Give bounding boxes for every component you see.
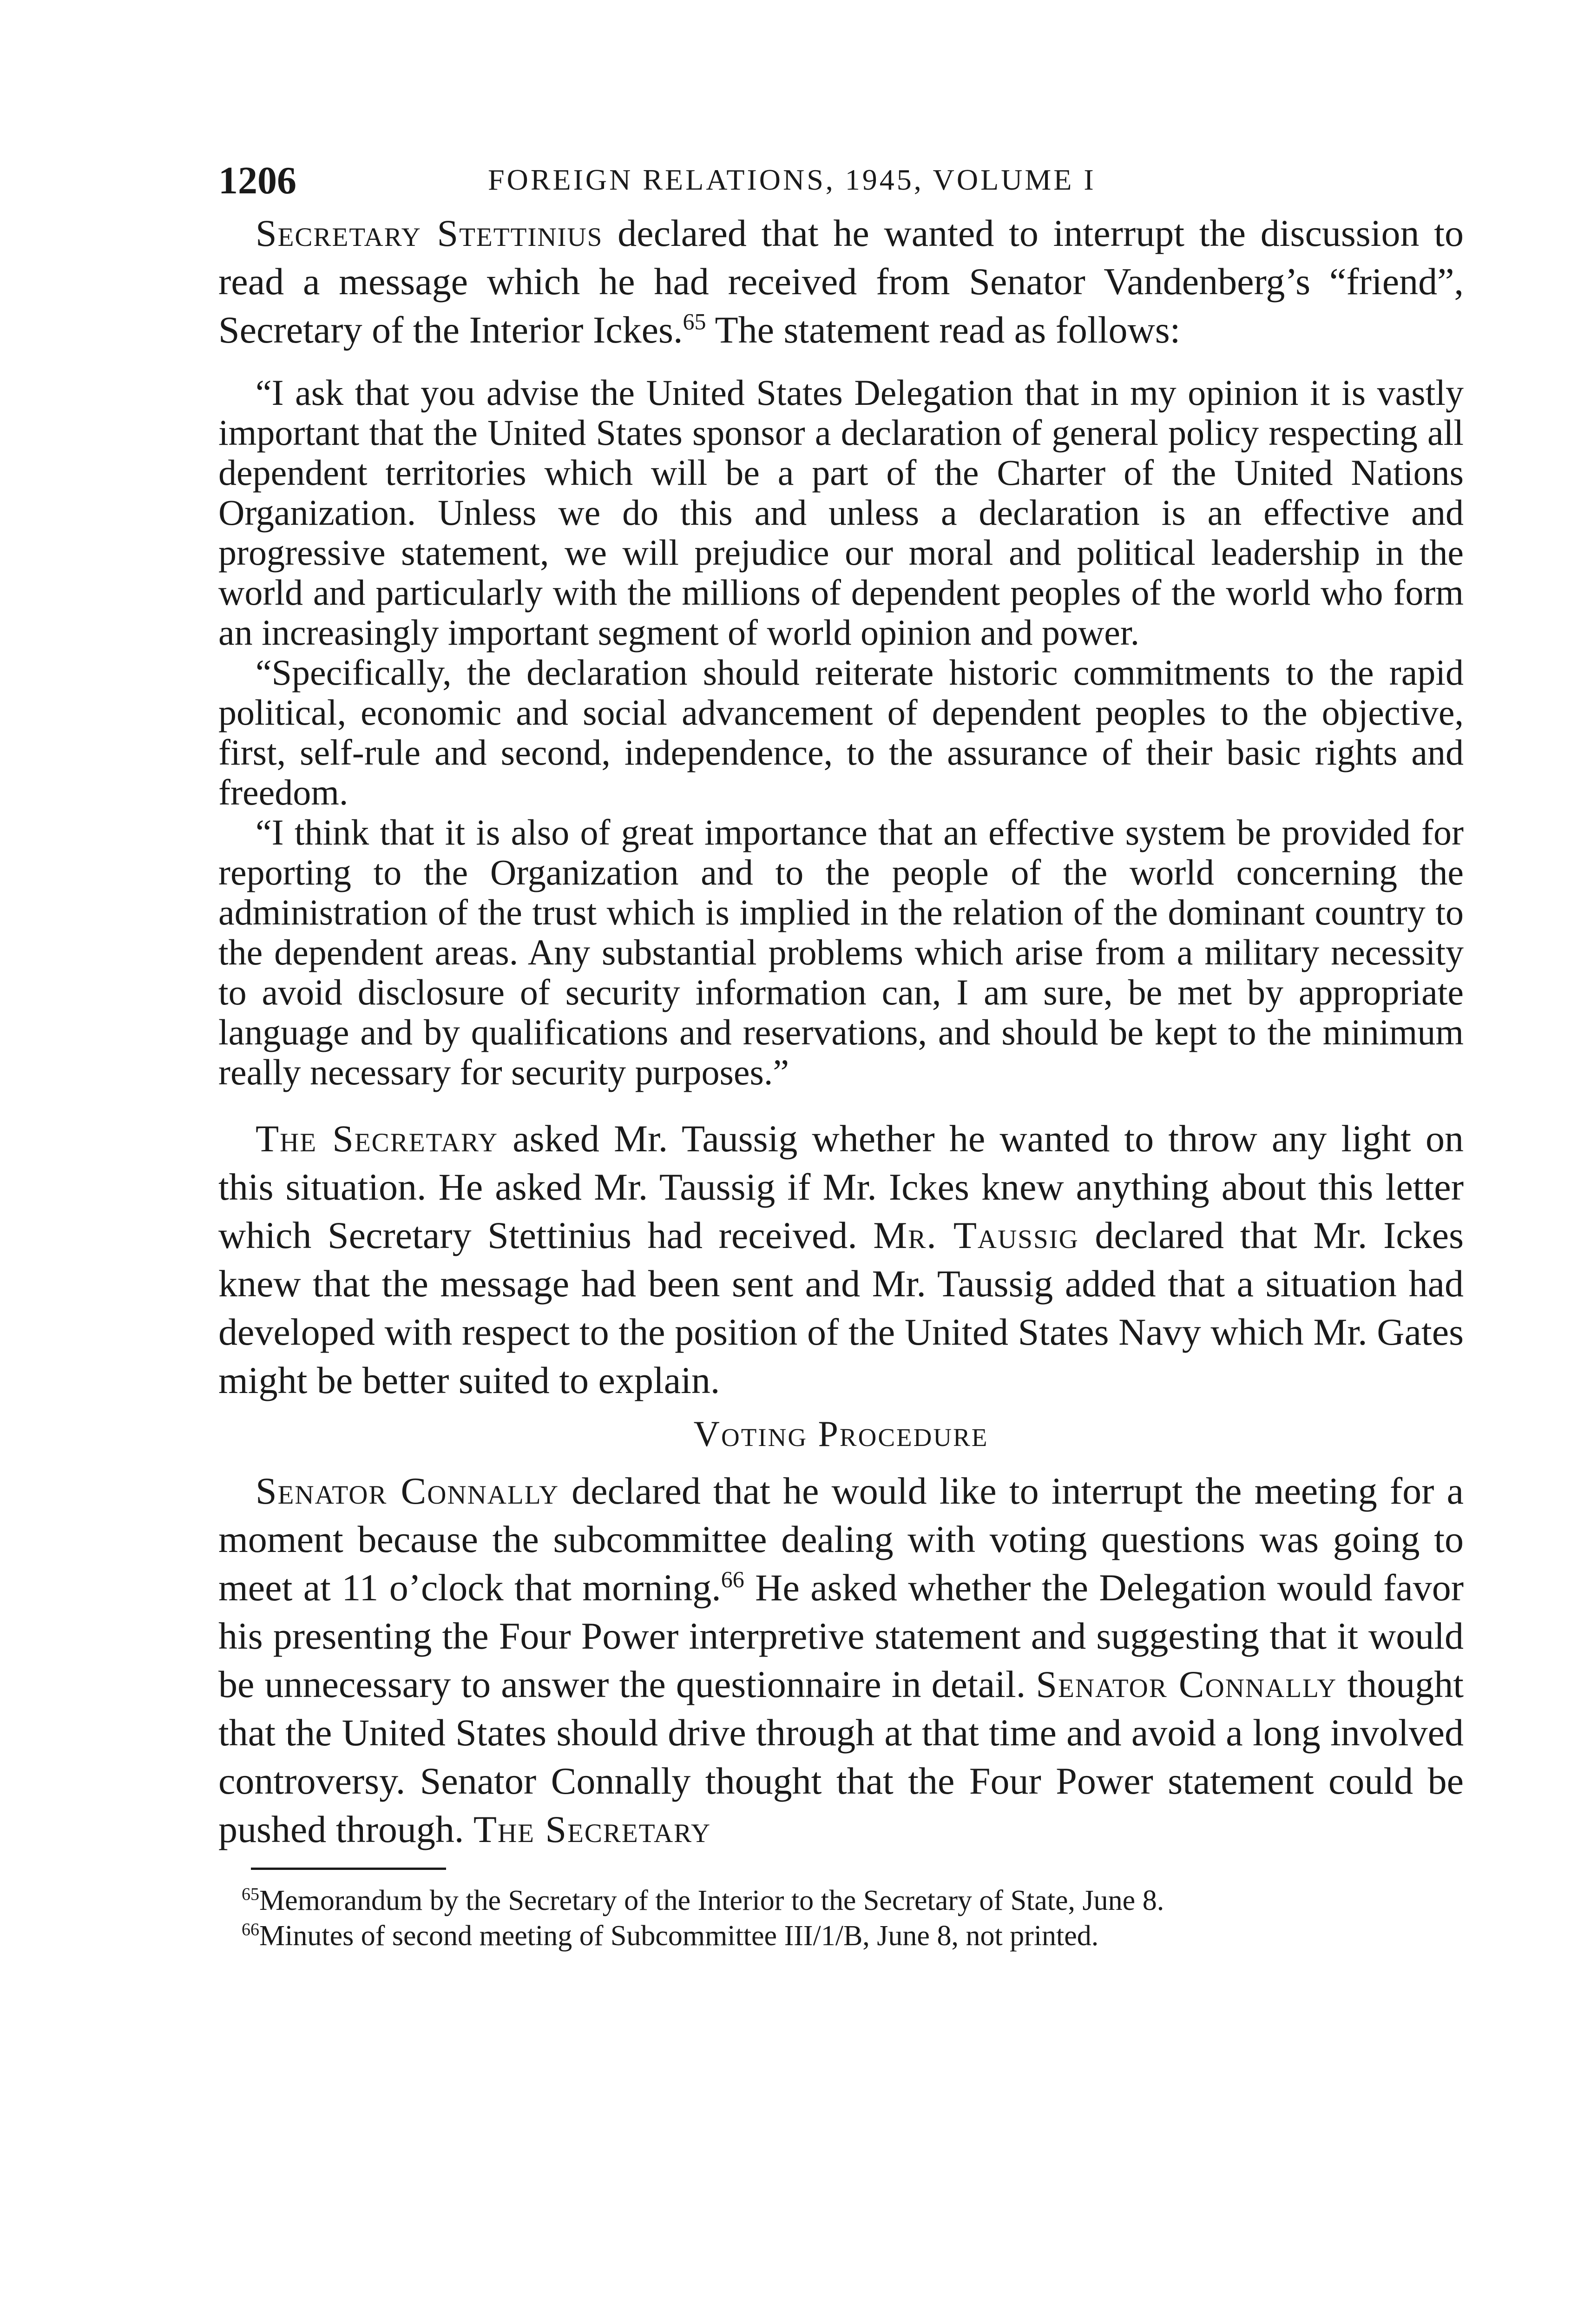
paragraph-text: The statement read as follows:	[706, 309, 1181, 351]
section-heading: Voting Procedure	[693, 1413, 989, 1454]
footnote-ref: 66	[721, 1566, 744, 1592]
paragraph-text: declared that he wanted to interrupt the discussion to read a message which he had received from Senator Vandenberg’s “friend”, Secretary of the Interior Ickes.	[218, 212, 1464, 351]
running-head: FOREIGN RELATIONS, 1945, VOLUME I	[488, 163, 1096, 196]
speaker-name: The Secretary	[473, 1808, 711, 1850]
footnote	[218, 1918, 1464, 1954]
footnote-marker: 65	[242, 1884, 259, 1904]
speaker-name: Secretary Stettinius	[256, 212, 603, 254]
page-number: 1206	[218, 159, 296, 202]
document-page	[218, 158, 1464, 1954]
footnote	[218, 1883, 1464, 1918]
footnotes	[218, 1883, 1464, 1954]
paragraph-text: asked Mr. Taussig whether he wanted to throw any light on this situation. He asked Mr. Taussig if Mr. Ickes knew anything about this letter which Secretary Stettinius had received.	[218, 1117, 1464, 1256]
paragraph-text: declared that he would like to interrupt the meeting for a moment because the subcommittee dealing with voting questions was going to meet at 11 o’clock that morning.	[218, 1470, 1464, 1609]
quoted-message	[218, 373, 1464, 1092]
footnote-divider	[251, 1868, 446, 1870]
speaker-name: The Secretary	[256, 1117, 498, 1160]
footnote-ref: 65	[683, 308, 706, 335]
speaker-name: Senator Connally	[1036, 1663, 1337, 1705]
footnote-text: Minutes of second meeting of Subcommittee III/1/B, June 8, not printed.	[259, 1920, 1099, 1952]
quote-paragraph: “I think that it is also of great importance that an effective system be provided for reporting to the Organization and to the people of the world concerning the administration of the trust which is implied in the relation of the dominant country to the dependent areas. Any substantial problems which arise from a military necessity to avoid disclosure of security information can, I am sure, be met by appropriate language and by qualifications and reservations, and should be kept to the minimum really necessary for security purposes.”	[218, 812, 1464, 1092]
page-header	[218, 158, 1464, 209]
paragraph-text: He asked whether the Delegation would favor his presenting the Four Power interpretive statement and suggesting that it would be unnecessary to answer the questionnaire in detail.	[218, 1566, 1464, 1705]
paragraph-connally	[218, 1467, 1464, 1854]
paragraph-stettinius	[218, 209, 1464, 354]
footnote-marker: 66	[242, 1920, 259, 1940]
quote-paragraph: “Specifically, the declaration should reiterate historic commitments to the rapid political, economic and social advancement of dependent peoples to the objective, first, self-rule and second, independence, to the assurance of their basic rights and freedom.	[218, 652, 1464, 812]
speaker-name: Mr. Taussig	[873, 1214, 1079, 1256]
paragraph-text: declared that Mr. Ickes knew that the message had been sent and Mr. Taussig added that a situation had developed with respect to the position of the United States Navy which Mr. Gates might be better suited to explain.	[218, 1214, 1464, 1401]
quote-paragraph: “I ask that you advise the United States Delegation that in my opinion it is vastly important that the United States sponsor a declaration of general policy respecting all dependent territories which will be a part of the Charter of the United Nations Organization. Unless we do this and unless a declaration is an effective and progressive statement, we will prejudice our moral and political leadership in the world and particularly with the millions of dependent peoples of the world who form an increasingly important segment of world opinion and power.	[218, 372, 1464, 653]
speaker-name: Senator Connally	[256, 1470, 559, 1512]
footnote-text: Memorandum by the Secretary of the Interior to the Secretary of State, June 8.	[259, 1885, 1164, 1916]
paragraph-text: thought that the United States should drive through at that time and avoid a long involved controversy. Senator Connally thought that the Four Power statement could be pushed through.	[218, 1663, 1464, 1850]
paragraph-secretary	[218, 1115, 1464, 1405]
